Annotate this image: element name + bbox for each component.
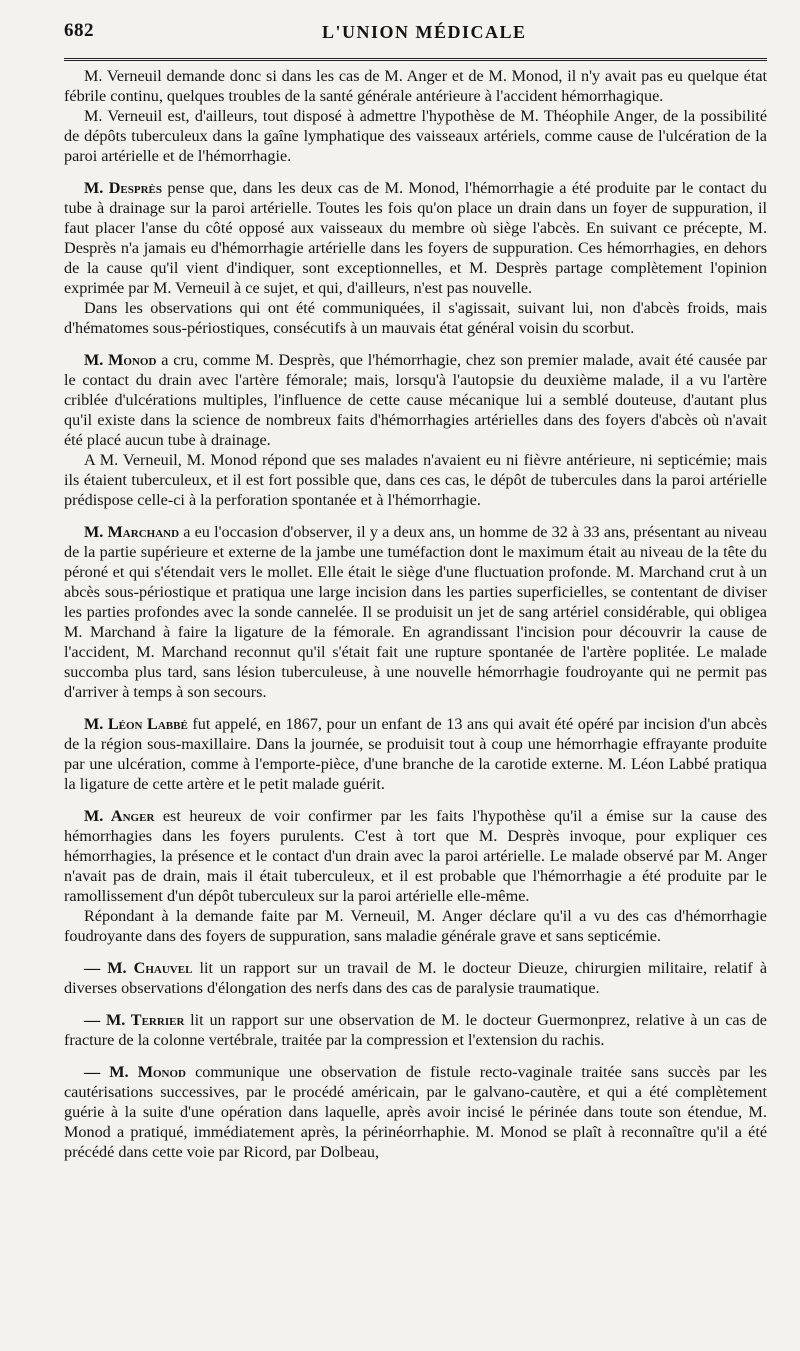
speaker-name: — M. Terrier (84, 1011, 185, 1029)
paragraph-10: Répondant à la demande faite par M. Verneuil, M. Anger déclare qu'il a vu des cas d'hémorrhagie foudroyante dans des foyers de suppuration, sans maladie générale grave et sans septicémie. (64, 907, 767, 945)
speaker-name: — M. Monod (84, 1063, 186, 1081)
paragraph-1: M. Verneuil demande donc si dans les cas de M. Anger et de M. Monod, il n'y avait pas eu quelque état fébrile continu, quelques troubles de la santé générale antérieure à l'accident hémorrhagique. (64, 67, 767, 105)
speaker-name: M. Marchand (84, 523, 180, 541)
page-number: 682 (64, 20, 94, 41)
paragraph-labbe: M. Léon Labbé fut appelé, en 1867, pour un enfant de 13 ans qui avait été opéré par incision d'un abcès de la région sous-maxillaire. Dans la journée, se produisit tout à coup une hémorrhagie effrayante produite par une ulcération, comme à l'emporte-pièce, d'une branche de la carotide externe. M. Léon Labbé pratiqua la ligature de cette artère et le petit malade guérit. (64, 715, 767, 793)
page-header (64, 20, 766, 50)
paragraph-chauvel: — M. Chauvel lit un rapport sur un travail de M. le docteur Dieuze, chirurgien militaire, relatif à diverses observations d'élongation des nerfs dans des cas de paralysie traumatique. (64, 959, 768, 997)
paragraph-anger: M. Anger est heureux de voir confirmer par les faits l'hypothèse qu'il a émise sur la cause des hémorrhagies dans les foyers purulents. C'est à tort que M. Desprès invoque, pour expliquer ces hémorrhagies, la présence et le contact d'un drain avec la paroi artérielle. Le malade observé par M. Anger n'avait pas de drain, mais il était tuberculeux, et il est probable que l'hémorrhagie a été produite par le ramollissement d'un dépôt tuberculeux sur la paroi artérielle elle-même. (64, 807, 767, 905)
speaker-name: — M. Chauvel (84, 959, 193, 977)
paragraph-terrier: — M. Terrier lit un rapport sur une observation de M. le docteur Guermonprez, relative à un cas de fracture de la colonne vertébrale, traitée par la compression et l'extension du rachis. (64, 1011, 767, 1049)
paragraph-monod-fistule: — M. Monod communique une observation de fistule recto-vaginale traitée sans succès par les cautérisations successives, par le procédé américain, par le galvano-cautère, et qui a été complètement guérie à la suite d'une opération dans laquelle, après avoir incisé le périnée dans toute son étendue, M. Monod a pratiqué, immédiatement après, la périnéorrhaphie. M. Monod se plaît à reconnaître qu'il a été précédé dans cette voie par Ricord, par Dolbeau, (64, 1063, 767, 1161)
paragraph-6: A M. Verneuil, M. Monod répond que ses malades n'avaient eu ni fièvre antérieure, ni septicémie; mais ils étaient tuberculeux, et il est fort possible que, dans ces cas, le dépôt de tubercules dans la paroi artérielle prédispose celle-ci à la perforation spontanée et à l'hémorrhagie. (64, 451, 767, 509)
paragraph-marchand: M. Marchand a eu l'occasion d'observer, il y a deux ans, un homme de 32 à 33 ans, présentant au niveau de la partie supérieure et externe de la jambe une tuméfaction dont le maximum était au niveau de la tête du péroné et qui s'étendait vers le mollet. Elle était le siège d'une fluctuation profonde. M. Marchand crut à un abcès sous-périostique et pratiqua une large incision dans les parties superficielles, se contentant de diviser les parties profondes avec la sonde cannelée. Il se produisit un jet de sang artériel considérable, qui obligea M. Marchand à faire la ligature de la fémorale. En agrandissant l'incision pour découvrir la cause de l'accident, M. Marchand reconnut qu'il s'était fait une rupture spontanée de l'artère poplitée. Le malade succomba plus tard, sans lésion tuberculeuse, à une nouvelle hémorrhagie foudroyante qui ne permit pas d'arriver à temps à son secours. (64, 523, 767, 701)
paragraph-2: M. Verneuil est, d'ailleurs, tout disposé à admettre l'hypothèse de M. Théophile Anger, de la possibilité de dépôts tuberculeux dans la gaîne lymphatique des vaisseaux artériels, comme cause de l'ulcération de la paroi artérielle et de l'hémorrhagie. (64, 107, 767, 165)
speaker-name: M. Léon Labbé (84, 715, 188, 733)
article-body (64, 66, 767, 1162)
paragraph-despres: M. Desprès pense que, dans les deux cas de M. Monod, l'hémorrhagie a été produite par le contact du tube à drainage sur la paroi artérielle. Toutes les fois qu'on place un drain dans un foyer de suppuration, il faut placer l'anse du côté opposé aux vaisseaux du membre où siège l'abcès. En suivant ce précepte, M. Desprès n'a jamais eu d'hémorrhagie artérielle dans les foyers de suppuration. Ces hémorrhagies, en dehors de la cause qu'il vient d'indiquer, sont exceptionnelles, et M. Desprès partage complètement l'opinion exprimée par M. Verneuil à ce sujet, et qui, d'ailleurs, n'est pas nouvelle. (64, 179, 767, 297)
speaker-name: M. Monod (84, 351, 157, 369)
speaker-name: M. Desprès (84, 179, 162, 197)
paragraph-monod: M. Monod a cru, comme M. Desprès, que l'hémorrhagie, chez son premier malade, avait été causée par le contact du drain avec l'artère fémorale; mais, lorsqu'à l'autopsie du deuxième malade, il a vu l'artère criblée d'ulcérations multiples, l'influence de cette cause mécanique lui a semblé douteuse, d'autant plus qu'il existe dans la science de nombreux faits d'hémorrhagies artérielles dans des foyers d'abcès où n'avait été placé aucun tube à drainage. (64, 351, 768, 449)
paragraph-4: Dans les observations qui ont été communiquées, il s'agissait, suivant lui, non d'abcès froids, mais d'hématomes sous-périostiques, consécutifs à un mauvais état général voisin du scorbut. (64, 299, 767, 337)
speaker-name: M. Anger (84, 807, 155, 825)
header-rule (64, 58, 767, 61)
journal-title: L'UNION MÉDICALE (322, 22, 527, 42)
